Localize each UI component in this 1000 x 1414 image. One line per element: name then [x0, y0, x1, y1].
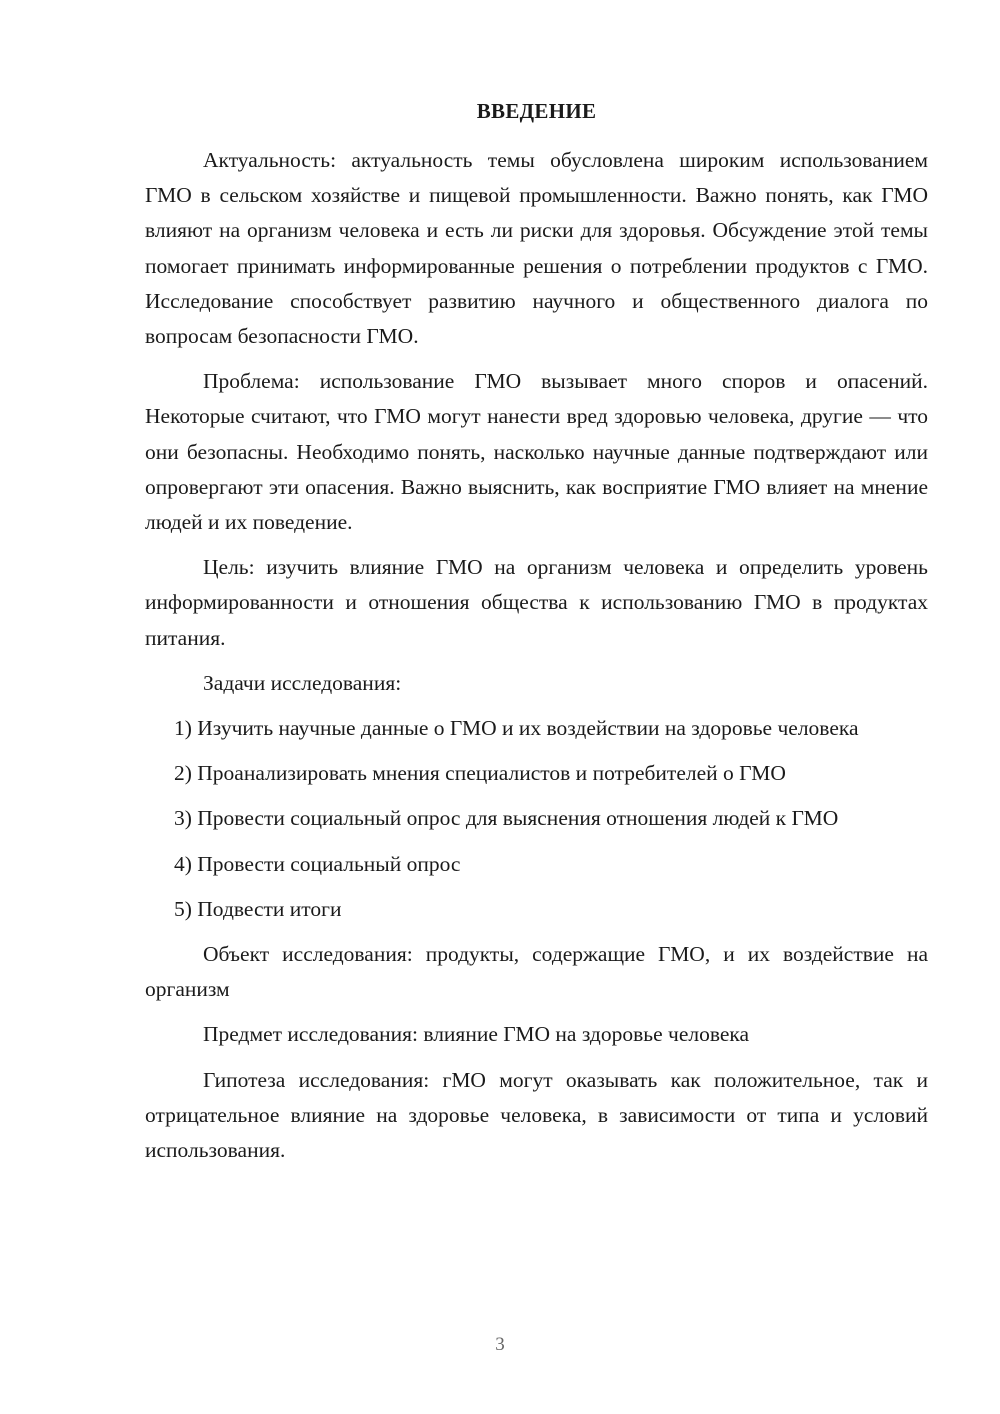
task-item-3: 3) Провести социальный опрос для выяснения отношения людей к ГМО: [174, 806, 839, 831]
body-text: [145, 143, 928, 1168]
paragraph-subject: Предмет исследования: влияние ГМО на здоровье человека: [203, 1022, 750, 1047]
paragraph-tasks-heading: Задачи исследования:: [203, 670, 402, 695]
task-item-2: 2) Проанализировать мнения специалистов и потребителей о ГМО: [174, 761, 786, 786]
task-item-4: 4) Провести социальный опрос: [174, 851, 461, 876]
paragraph-goal: Цель: изучить влияние ГМО на организм человека и определить уровень информированности и отношения общества к использованию ГМО в продуктах питания.: [145, 555, 928, 650]
section-heading: ВВЕДЕНИЕ: [476, 99, 597, 123]
page-number: 3: [495, 1334, 505, 1355]
paragraph-problem: Проблема: использование ГМО вызывает много споров и опасений. Некоторые считают, что ГМО могут нанести вред здоровью человека, другие — что они безопасны. Необходимо понять, насколько научные данные подтверждают или опровергают эти опасения. Важно выяснить, как восприятие ГМО влияет на мнение людей и их поведение.: [145, 369, 928, 535]
paragraph-relevance: Актуальность: актуальность темы обусловлена широким использованием ГМО в сельском хозяйстве и пищевой промышленности. Важно понять, как ГМО влияют на организм человека и есть ли риски для здоровья. Обсуждение этой темы помогает принимать информированные решения о потреблении продуктов с ГМО. Исследование способствует развитию научного и общественного диалога по вопросам безопасности ГМО.: [145, 148, 928, 349]
paragraph-hypothesis: Гипотеза исследования: гМО могут оказывать как положительное, так и отрицательное влияние на здоровье человека, в зависимости от типа и условий использования.: [145, 1067, 928, 1163]
paragraph-object: Объект исследования: продукты, содержащие ГМО, и их воздействие на организм: [145, 942, 928, 1002]
task-item-1: 1) Изучить научные данные о ГМО и их воздействии на здоровье человека: [174, 716, 859, 741]
task-item-5: 5) Подвести итоги: [174, 896, 342, 921]
